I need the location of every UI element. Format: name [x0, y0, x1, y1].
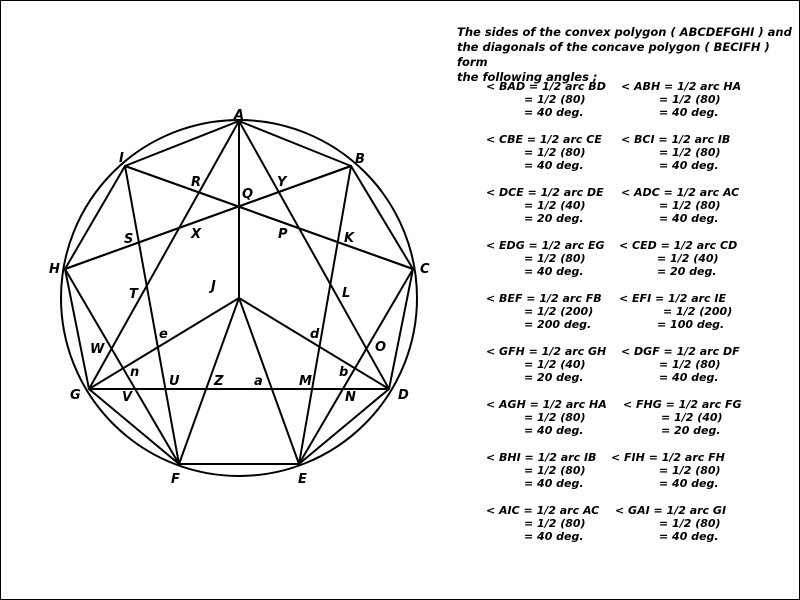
angle-half-arc: = 1/2 (80): [659, 517, 721, 530]
label-z: Z: [214, 374, 224, 389]
heading-line-2: the diagonals of the concave polygon ( BECIFH ) form: [457, 40, 770, 69]
angle-name: < AIC = 1/2 arc AC: [486, 504, 600, 517]
angle-name: < BHI = 1/2 arc IB: [486, 451, 597, 464]
diagonal-bh: [65, 166, 351, 269]
angle-half-arc: = 1/2 (80): [524, 252, 586, 265]
label-k: K: [344, 231, 355, 246]
angle-name: < EDG = 1/2 arc EG: [486, 239, 605, 252]
angle-result: = 40 deg.: [659, 159, 719, 172]
angle-name: < CBE = 1/2 arc CE: [486, 133, 602, 146]
angle-half-arc: = 1/2 (80): [524, 517, 586, 530]
label-o: O: [375, 340, 387, 355]
angle-result: = 20 deg.: [657, 265, 717, 278]
angle-half-arc: = 1/2 (80): [524, 464, 586, 477]
label-t: T: [129, 287, 138, 302]
label-g: G: [70, 388, 81, 403]
angle-name: < FIH = 1/2 arc FH: [611, 451, 725, 464]
label-y: Y: [277, 175, 287, 190]
angle-result: = 40 deg.: [659, 530, 719, 543]
label-w: W: [90, 342, 105, 357]
angle-half-arc: = 1/2 (40): [661, 411, 723, 424]
angle-result: = 40 deg.: [659, 106, 719, 119]
angle-half-arc: = 1/2 (40): [524, 358, 586, 371]
diagonal-ic: [125, 166, 413, 269]
angle-half-arc: = 1/2 (200): [663, 305, 733, 318]
diagonal-ad: [239, 121, 389, 389]
angle-result: = 40 deg.: [524, 265, 584, 278]
angle-name: < CED = 1/2 arc CD: [619, 239, 738, 252]
label-r: R: [191, 175, 202, 190]
angle-name: < BCI = 1/2 arc IB: [621, 133, 731, 146]
angle-name: < DCE = 1/2 arc DE: [486, 186, 604, 199]
angle-result: = 40 deg.: [659, 477, 719, 490]
angle-name: < BAD = 1/2 arc BD: [486, 80, 606, 93]
label-v: V: [122, 390, 133, 405]
label-f: F: [171, 472, 180, 487]
angle-half-arc: = 1/2 (200): [524, 305, 594, 318]
angle-result: = 40 deg.: [524, 159, 584, 172]
label-b-lower: b: [339, 365, 349, 380]
label-d-lower: d: [310, 327, 320, 342]
segment-je: [239, 298, 299, 464]
heading-line-1: The sides of the convex polygon ( ABCDEFGHI ) and: [457, 25, 792, 39]
angle-result: = 20 deg.: [661, 424, 721, 437]
label-c: C: [420, 262, 430, 277]
angle-half-arc: = 1/2 (80): [659, 464, 721, 477]
angle-half-arc: = 1/2 (80): [524, 146, 586, 159]
angle-result: = 40 deg.: [524, 424, 584, 437]
label-u: U: [169, 374, 180, 389]
diagonal-ag: [89, 121, 239, 389]
label-h: H: [49, 262, 60, 277]
angle-result: = 40 deg.: [524, 106, 584, 119]
angle-result: = 40 deg.: [659, 212, 719, 225]
angle-half-arc: = 1/2 (40): [657, 252, 719, 265]
angle-name: < GAI = 1/2 arc GI: [615, 504, 727, 517]
angle-half-arc: = 1/2 (80): [524, 411, 586, 424]
label-m: M: [299, 374, 312, 389]
label-p: P: [278, 227, 288, 242]
angle-result: = 40 deg.: [659, 371, 719, 384]
angle-result: = 200 deg.: [524, 318, 592, 331]
angle-name: < ADC = 1/2 arc AC: [621, 186, 740, 199]
label-a-lower: a: [254, 374, 263, 389]
angle-name: < ABH = 1/2 arc HA: [621, 80, 742, 93]
angle-half-arc: = 1/2 (80): [659, 146, 721, 159]
label-n-upper: N: [345, 390, 356, 405]
angle-half-arc: = 1/2 (80): [659, 93, 721, 106]
heading-line-3: the following angles ;: [457, 70, 598, 84]
segment-jf: [179, 298, 239, 464]
label-e-lower: e: [159, 327, 168, 342]
angle-result: = 20 deg.: [524, 371, 584, 384]
angle-half-arc: = 1/2 (40): [524, 199, 586, 212]
label-x: X: [191, 227, 202, 242]
label-d: D: [398, 388, 409, 403]
label-s: S: [124, 232, 134, 247]
angle-half-arc: = 1/2 (80): [659, 199, 721, 212]
angle-name: < AGH = 1/2 arc HA: [486, 398, 607, 411]
label-l: L: [342, 286, 351, 301]
explanation-heading: [457, 25, 793, 85]
angle-name: < DGF = 1/2 arc DF: [621, 345, 740, 358]
circle-polygon-diagram: [1, 1, 451, 599]
label-i: I: [119, 151, 124, 166]
label-e: E: [298, 472, 307, 487]
angle-result: = 40 deg.: [524, 530, 584, 543]
angle-half-arc: = 1/2 (80): [659, 358, 721, 371]
label-n-lower: n: [130, 365, 140, 380]
angle-result: = 40 deg.: [524, 477, 584, 490]
label-q: Q: [242, 187, 254, 202]
label-a: A: [234, 108, 245, 123]
angle-result: = 100 deg.: [657, 318, 725, 331]
label-j: J: [211, 279, 216, 294]
angle-name: < FHG = 1/2 arc FG: [623, 398, 742, 411]
angle-name: < BEF = 1/2 arc FB: [486, 292, 602, 305]
label-b: B: [355, 152, 365, 167]
angle-half-arc: = 1/2 (80): [524, 93, 586, 106]
angle-name: < EFI = 1/2 arc IE: [619, 292, 727, 305]
angle-name: < GFH = 1/2 arc GH: [486, 345, 607, 358]
angle-result: = 20 deg.: [524, 212, 584, 225]
